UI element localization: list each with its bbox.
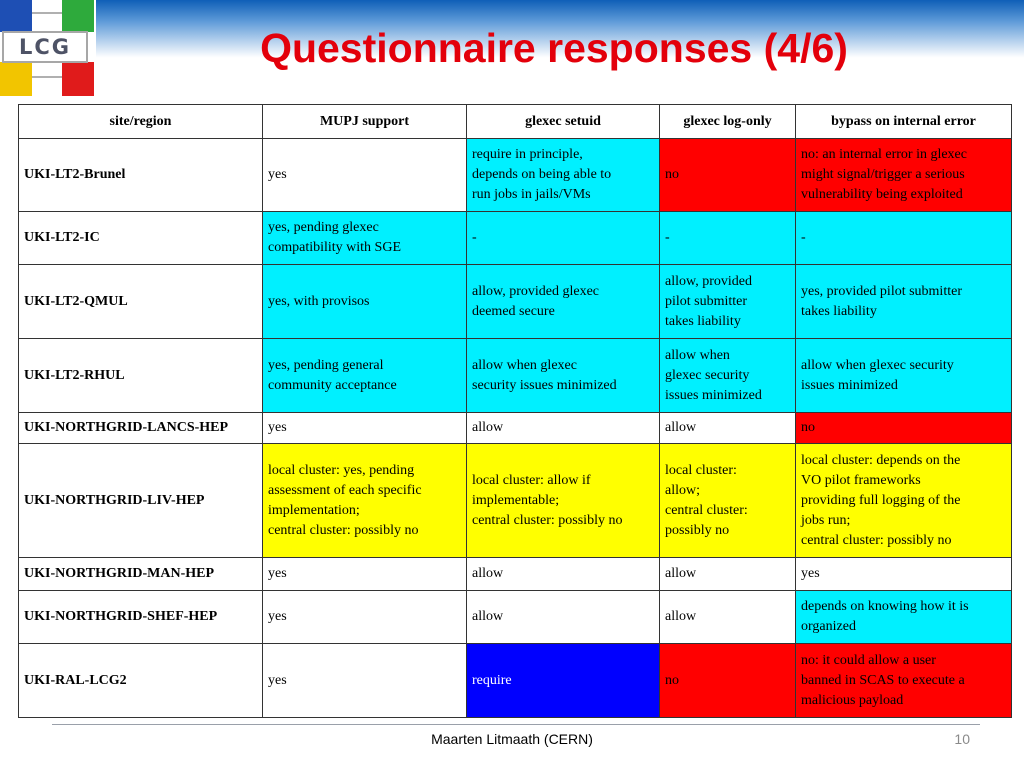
cell-line: local cluster:: [665, 462, 737, 478]
cell-line: -: [801, 230, 806, 245]
site-cell: UKI-LT2-QMUL: [19, 265, 263, 339]
cell-line: no: [665, 672, 679, 688]
cell-line: allow: [472, 609, 504, 624]
table-row: [19, 644, 1012, 718]
mupj-support-cell: [263, 413, 467, 444]
cell-line: local cluster: allow if: [472, 472, 591, 488]
mupj-support-cell: [263, 644, 467, 718]
cell-line: yes: [268, 420, 287, 435]
glexec-log-only-cell: [660, 413, 796, 444]
logo-grid-line: [32, 76, 62, 78]
header-mupj-support: MUPJ support: [263, 105, 467, 139]
mupj-support-cell: [263, 212, 467, 265]
cell-line: allow: [472, 420, 504, 435]
cell-line: providing full logging of the: [801, 492, 961, 508]
cell-line: allow, provided: [665, 273, 752, 289]
glexec-log-only-cell: [660, 139, 796, 212]
cell-line: depends on being able to: [472, 167, 612, 182]
cell-line: allow: [472, 566, 504, 581]
responses-table: [18, 104, 1012, 718]
cell-line: central cluster: possibly no: [801, 532, 952, 548]
glexec-setuid-cell: [467, 265, 660, 339]
bypass-on-internal-error-cell: [796, 139, 1012, 212]
mupj-support-cell: [263, 339, 467, 413]
logo-grid-line: [32, 12, 62, 14]
glexec-setuid-cell: [467, 591, 660, 644]
site-cell: UKI-LT2-Brunel: [19, 139, 263, 212]
cell-line: compatibility with SGE: [268, 240, 401, 255]
header-glexec-setuid: glexec setuid: [467, 105, 660, 139]
table-header-row: [19, 105, 1012, 139]
cell-line: assessment of each specific: [268, 482, 422, 498]
cell-line: -: [665, 230, 670, 245]
cell-line: jobs run;: [801, 512, 851, 528]
bypass-on-internal-error-cell: [796, 265, 1012, 339]
cell-line: VO pilot frameworks: [801, 472, 921, 488]
glexec-log-only-cell: [660, 339, 796, 413]
cell-line: allow when glexec security: [801, 357, 954, 373]
glexec-log-only-cell: [660, 591, 796, 644]
glexec-setuid-cell: [467, 413, 660, 444]
cell-line: allow when glexec: [472, 357, 577, 373]
site-cell: UKI-LT2-IC: [19, 212, 263, 265]
cell-line: issues minimized: [665, 387, 762, 403]
cell-line: require: [472, 672, 512, 688]
logo-square-blue: [0, 0, 32, 32]
table-row: [19, 139, 1012, 212]
site-cell: UKI-NORTHGRID-LIV-HEP: [19, 444, 263, 558]
cell-line: allow, provided glexec: [472, 283, 599, 299]
glexec-setuid-cell: [467, 139, 660, 212]
table-row: [19, 591, 1012, 644]
cell-line: depends on knowing how it is: [801, 599, 969, 614]
bypass-on-internal-error-cell: [796, 339, 1012, 413]
cell-line: yes, pending glexec: [268, 220, 379, 235]
glexec-log-only-cell: [660, 212, 796, 265]
cell-line: yes: [268, 672, 287, 688]
table-row: [19, 413, 1012, 444]
page-number: 10: [954, 731, 970, 747]
cell-line: implementation;: [268, 502, 360, 518]
cell-line: allow: [665, 420, 697, 435]
cell-line: yes, provided pilot submitter: [801, 283, 962, 299]
logo-square-yellow: [0, 62, 32, 96]
cell-line: yes, with provisos: [268, 293, 370, 309]
footer-divider: [52, 724, 980, 725]
site-cell: UKI-NORTHGRID-MAN-HEP: [19, 558, 263, 591]
cell-line: malicious payload: [801, 692, 904, 708]
cell-line: central cluster:: [665, 502, 748, 518]
cell-line: allow: [665, 566, 697, 581]
footer-author: Maarten Litmaath (CERN): [431, 731, 593, 747]
glexec-setuid-cell: [467, 444, 660, 558]
table-row: [19, 265, 1012, 339]
bypass-on-internal-error-cell: [796, 444, 1012, 558]
cell-line: central cluster: possibly no: [472, 512, 623, 528]
cell-line: banned in SCAS to execute a: [801, 672, 965, 688]
cell-line: local cluster: depends on the: [801, 452, 961, 468]
bypass-on-internal-error-cell: [796, 591, 1012, 644]
bypass-on-internal-error-cell: [796, 644, 1012, 718]
cell-line: no: it could allow a user: [801, 652, 936, 668]
mupj-support-cell: [263, 265, 467, 339]
cell-line: allow: [665, 609, 697, 624]
logo-square-green: [62, 0, 94, 32]
cell-line: local cluster: yes, pending: [268, 462, 415, 478]
glexec-log-only-cell: [660, 444, 796, 558]
cell-line: might signal/trigger a serious: [801, 167, 965, 182]
site-cell: UKI-RAL-LCG2: [19, 644, 263, 718]
logo-square-red: [62, 62, 94, 96]
cell-line: security issues minimized: [472, 377, 617, 393]
cell-line: yes: [801, 566, 820, 581]
slide-title: Questionnaire responses (4/6): [260, 25, 848, 71]
cell-line: yes: [268, 167, 287, 182]
cell-line: organized: [801, 619, 856, 634]
site-cell: UKI-NORTHGRID-LANCS-HEP: [19, 413, 263, 444]
glexec-log-only-cell: [660, 558, 796, 591]
table-row: [19, 444, 1012, 558]
cell-line: yes, pending general: [268, 357, 384, 373]
cell-line: allow when: [665, 347, 730, 363]
cell-line: no: [665, 167, 679, 182]
bypass-on-internal-error-cell: [796, 558, 1012, 591]
site-cell: UKI-LT2-RHUL: [19, 339, 263, 413]
lcg-logo: [0, 0, 96, 96]
glexec-log-only-cell: [660, 265, 796, 339]
logo-text: LCG: [2, 31, 88, 63]
bypass-on-internal-error-cell: [796, 212, 1012, 265]
cell-line: allow;: [665, 482, 700, 498]
cell-line: vulnerability being exploited: [801, 187, 963, 202]
header-glexec-log-only: glexec log-only: [660, 105, 796, 139]
cell-line: community acceptance: [268, 377, 397, 393]
site-cell: UKI-NORTHGRID-SHEF-HEP: [19, 591, 263, 644]
cell-line: central cluster: possibly no: [268, 522, 419, 538]
cell-line: takes liability: [665, 313, 741, 329]
header-site-region: site/region: [19, 105, 263, 139]
cell-line: issues minimized: [801, 377, 898, 393]
cell-line: run jobs in jails/VMs: [472, 187, 591, 202]
table-body: [19, 139, 1012, 718]
glexec-setuid-cell: [467, 212, 660, 265]
cell-line: glexec security: [665, 367, 750, 383]
glexec-log-only-cell: [660, 644, 796, 718]
mupj-support-cell: [263, 558, 467, 591]
mupj-support-cell: [263, 139, 467, 212]
cell-line: pilot submitter: [665, 293, 748, 309]
glexec-setuid-cell: [467, 644, 660, 718]
header-bypass-on-internal-error: bypass on internal error: [796, 105, 1012, 139]
cell-line: yes: [268, 609, 287, 624]
cell-line: no: an internal error in glexec: [801, 147, 967, 162]
table-row: [19, 339, 1012, 413]
cell-line: deemed secure: [472, 303, 555, 319]
glexec-setuid-cell: [467, 558, 660, 591]
cell-line: takes liability: [801, 303, 877, 319]
bypass-on-internal-error-cell: [796, 413, 1012, 444]
cell-line: possibly no: [665, 522, 730, 538]
cell-line: implementable;: [472, 492, 560, 508]
cell-line: -: [472, 230, 477, 245]
cell-line: require in principle,: [472, 147, 583, 162]
glexec-setuid-cell: [467, 339, 660, 413]
cell-line: yes: [268, 566, 287, 581]
mupj-support-cell: [263, 591, 467, 644]
table-row: [19, 212, 1012, 265]
mupj-support-cell: [263, 444, 467, 558]
table-row: [19, 558, 1012, 591]
cell-line: no: [801, 420, 815, 435]
